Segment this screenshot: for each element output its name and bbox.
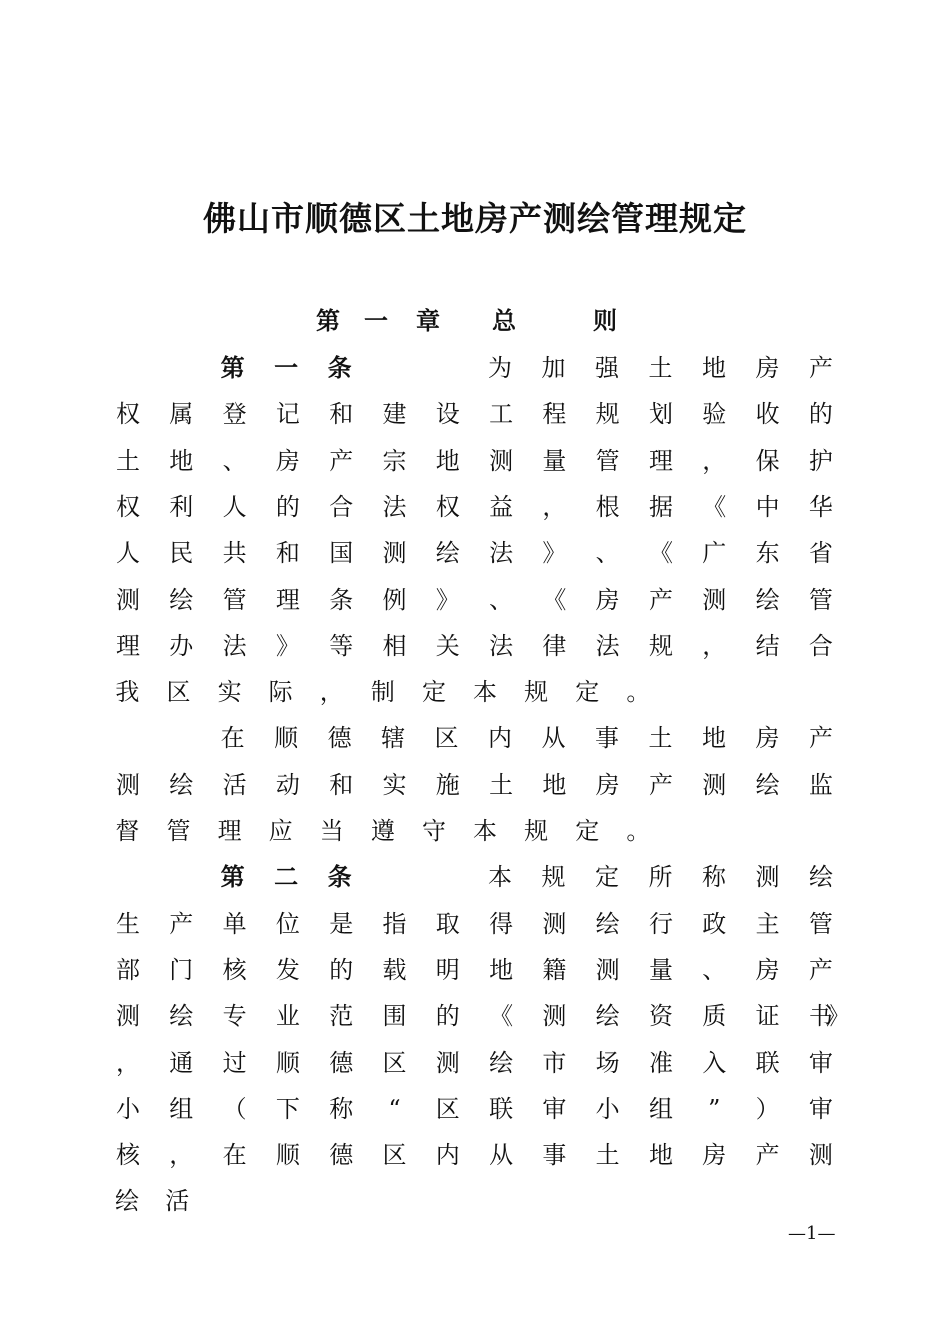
text-char: 场 — [595, 1048, 620, 1077]
text-char: 在 — [222, 1141, 247, 1170]
text-line — [115, 629, 834, 663]
text-char: 房 — [595, 770, 620, 799]
text-char: 守 — [421, 817, 446, 845]
text-char: 建 — [382, 400, 407, 429]
text-char: 本 — [473, 817, 498, 845]
text-char: 规 — [524, 678, 549, 707]
text-char: 取 — [435, 909, 460, 938]
text-char: 测 — [116, 1002, 140, 1031]
text-char: 是 — [329, 909, 354, 938]
text-char: 产 — [755, 1141, 780, 1170]
text-char: 从 — [489, 1141, 514, 1170]
text-char: 土 — [648, 354, 673, 382]
text-line — [115, 814, 677, 848]
text-char: 联 — [489, 1094, 514, 1123]
text-char: 理 — [116, 631, 140, 660]
text-char: 德 — [327, 724, 352, 753]
text-char: 理 — [648, 446, 673, 475]
text-char: 管 — [808, 585, 833, 614]
text-line — [115, 1138, 834, 1172]
text-char: 。 — [626, 678, 651, 707]
text-char: 制 — [370, 678, 395, 707]
text-char: 应 — [268, 817, 293, 845]
text-char: 测 — [542, 909, 567, 938]
chapter-number-char-2: 一 — [364, 307, 388, 335]
text-char: 绘 — [169, 585, 194, 614]
text-char: 法 — [382, 492, 407, 521]
text-char: 房 — [755, 724, 780, 753]
text-char: 绘 — [595, 1002, 620, 1031]
text-char: 组 — [648, 1094, 673, 1123]
text-char: 产 — [329, 446, 354, 475]
text-char: 法 — [489, 539, 514, 568]
text-char: 审 — [808, 1048, 833, 1077]
text-char: 门 — [169, 955, 194, 984]
text-char: 设 — [435, 400, 460, 429]
text-char: 二 — [274, 862, 299, 892]
text-char: 《 — [542, 585, 567, 614]
text-char: 得 — [489, 909, 514, 938]
text-char: 的 — [435, 1002, 460, 1031]
text-char: 国 — [329, 539, 354, 568]
text-char: 和 — [329, 400, 354, 429]
text-char: 据 — [648, 492, 673, 521]
text-char: 小 — [116, 1094, 140, 1123]
text-char: 书 — [808, 1002, 833, 1031]
text-char: 定 — [575, 678, 600, 707]
text-line — [220, 721, 834, 755]
text-char: 加 — [541, 354, 566, 382]
text-char: 的 — [275, 492, 300, 521]
text-char: 下 — [275, 1094, 300, 1123]
text-char: 过 — [222, 1048, 247, 1077]
text-line — [115, 953, 834, 987]
text-char: 条 — [329, 585, 354, 614]
text-char: 核 — [116, 1141, 140, 1170]
text-line — [115, 675, 677, 709]
text-char: 工 — [489, 400, 514, 429]
text-line — [115, 999, 834, 1033]
text-char: 从 — [541, 724, 566, 753]
text-char: 的 — [329, 955, 354, 984]
text-char: 辖 — [381, 724, 406, 753]
text-char: 实 — [382, 770, 407, 799]
text-line — [115, 444, 834, 478]
text-char: 东 — [755, 539, 780, 568]
text-char: 地 — [701, 354, 726, 382]
text-char: 德 — [329, 1141, 354, 1170]
text-char: 程 — [542, 400, 567, 429]
text-char: 主 — [755, 909, 780, 938]
text-char: 区 — [166, 678, 191, 707]
text-char: 区 — [434, 724, 459, 753]
text-char: 结 — [755, 631, 780, 660]
text-char: ， — [702, 631, 727, 660]
text-char: 权 — [116, 400, 140, 429]
text-char: 本 — [488, 863, 513, 892]
text-char: 顺 — [275, 1048, 300, 1077]
text-char: 动 — [275, 770, 300, 799]
text-char: 产 — [648, 770, 673, 799]
text-char: 法 — [489, 631, 514, 660]
text-char: ， — [702, 446, 727, 475]
text-char: 称 — [701, 863, 726, 892]
text-char: 称 — [329, 1094, 354, 1123]
text-line — [115, 1092, 834, 1126]
text-char: 本 — [473, 678, 498, 707]
text-char: 土 — [648, 724, 673, 753]
text-char: 行 — [648, 909, 673, 938]
text-char: 政 — [702, 909, 727, 938]
text-char: 测 — [489, 446, 514, 475]
text-char: 绘 — [755, 585, 780, 614]
text-char: 绘 — [489, 1048, 514, 1077]
text-char: 属 — [169, 400, 194, 429]
text-char: 《 — [489, 1002, 514, 1031]
text-char: 合 — [329, 492, 354, 521]
text-char: 绘 — [435, 539, 460, 568]
text-char: 活 — [165, 1187, 190, 1216]
text-char: 地 — [701, 724, 726, 753]
text-char: 省 — [808, 539, 833, 568]
text-char: 测 — [116, 770, 140, 799]
text-char: 条 — [327, 353, 352, 382]
text-char: 小 — [595, 1094, 620, 1123]
text-char: 入 — [702, 1048, 727, 1077]
text-line — [115, 768, 834, 802]
text-char: 。 — [626, 817, 651, 845]
text-char: 施 — [435, 770, 460, 799]
text-char: 产 — [808, 354, 833, 382]
text-char: 共 — [222, 539, 247, 568]
text-char: 等 — [329, 631, 354, 660]
text-char: 规 — [524, 817, 549, 845]
text-char: 督 — [115, 817, 140, 845]
text-char: 事 — [542, 1141, 567, 1170]
text-char: 、 — [489, 585, 514, 614]
text-char: 管 — [222, 585, 247, 614]
text-char: 审 — [808, 1094, 833, 1123]
text-char: 单 — [222, 909, 247, 938]
text-char: 理 — [275, 585, 300, 614]
text-char: 和 — [329, 770, 354, 799]
text-char: 核 — [222, 955, 247, 984]
text-char: 法 — [595, 631, 620, 660]
text-char: 绘 — [169, 1002, 194, 1031]
text-char: 、 — [222, 446, 247, 475]
text-char: 生 — [116, 909, 140, 938]
text-char: 测 — [595, 955, 620, 984]
text-char: 发 — [275, 955, 300, 984]
text-char: 《 — [648, 539, 673, 568]
text-char: ） — [755, 1094, 780, 1123]
text-char: 土 — [489, 770, 514, 799]
text-char: 权 — [116, 492, 140, 521]
text-char: 房 — [275, 446, 300, 475]
text-char: 地 — [169, 446, 194, 475]
text-char: 测 — [808, 1141, 833, 1170]
text-char: 理 — [217, 817, 242, 845]
text-char: 产 — [169, 909, 194, 938]
text-char: 第 — [220, 862, 245, 892]
text-char: 收 — [755, 400, 780, 429]
text-char: 权 — [435, 492, 460, 521]
text-char: 管 — [595, 446, 620, 475]
text-char: 第 — [220, 353, 245, 382]
text-char: 证 — [755, 1002, 780, 1031]
text-char: 土 — [595, 1141, 620, 1170]
text-char: ， — [169, 1141, 194, 1170]
text-char: 房 — [702, 1141, 727, 1170]
text-char: 记 — [275, 400, 300, 429]
text-char: 联 — [755, 1048, 780, 1077]
text-char: 绘 — [115, 1187, 139, 1216]
text-char: 人 — [116, 539, 140, 568]
text-char: 测 — [435, 1048, 460, 1077]
text-char: 地 — [489, 955, 514, 984]
text-char: 规 — [541, 863, 566, 892]
text-line — [115, 907, 834, 941]
text-line — [115, 1184, 206, 1218]
text-char: 的 — [808, 400, 833, 429]
text-line — [115, 536, 834, 570]
text-char: 明 — [435, 955, 460, 984]
text-char: 定 — [595, 863, 619, 892]
text-char: 绘 — [169, 770, 194, 799]
text-char: 、 — [595, 539, 620, 568]
text-line — [115, 397, 834, 431]
text-line — [220, 860, 834, 894]
text-char: 划 — [648, 400, 673, 429]
text-char: 顺 — [275, 1141, 300, 1170]
text-char: ， — [116, 1048, 140, 1077]
text-char: 审 — [542, 1094, 567, 1123]
text-line — [220, 351, 834, 385]
text-char: 实 — [217, 678, 242, 707]
text-char: 监 — [808, 770, 833, 799]
text-char: 测 — [702, 585, 727, 614]
chapter-number-char-1: 第 — [316, 307, 340, 335]
chapter-number-char-3: 章 — [416, 307, 440, 335]
text-char: 中 — [755, 492, 780, 521]
text-char: 定 — [575, 817, 600, 845]
text-char: 范 — [329, 1002, 354, 1031]
text-char: 管 — [808, 909, 833, 938]
text-char: 房 — [755, 955, 780, 984]
text-char: 规 — [648, 631, 673, 660]
text-char: 规 — [595, 400, 620, 429]
text-char: 绘 — [595, 909, 620, 938]
text-char: 专 — [222, 1002, 247, 1031]
text-char: ” — [708, 1094, 721, 1123]
text-char: 当 — [319, 817, 344, 845]
text-char: 民 — [169, 539, 194, 568]
chapter-name-char-1: 总 — [492, 307, 516, 335]
text-char: 组 — [169, 1094, 194, 1123]
text-char: 广 — [702, 539, 727, 568]
text-char: 、 — [702, 955, 727, 984]
text-char: 资 — [648, 1002, 673, 1031]
text-char: 产 — [808, 724, 833, 753]
text-char: 我 — [115, 678, 140, 707]
text-char: 定 — [421, 678, 446, 707]
text-char: 准 — [648, 1048, 673, 1077]
text-char: 绘 — [755, 770, 780, 799]
text-char: 登 — [222, 400, 247, 429]
dangling-punctuation: 》 — [826, 1002, 850, 1031]
text-char: 市 — [542, 1048, 567, 1077]
text-char: 区 — [435, 1094, 460, 1123]
text-char: 人 — [222, 492, 247, 521]
text-char: 和 — [275, 539, 300, 568]
text-char: 内 — [435, 1141, 460, 1170]
text-char: 载 — [382, 955, 407, 984]
text-char: 强 — [595, 354, 619, 382]
text-char: 地 — [648, 1141, 673, 1170]
page-number: —1— — [788, 1223, 836, 1244]
text-char: 质 — [702, 1002, 727, 1031]
text-char: 法 — [222, 631, 247, 660]
text-char: 量 — [542, 446, 567, 475]
text-char: 房 — [595, 585, 620, 614]
text-char: 顺 — [274, 724, 299, 753]
text-char: 例 — [382, 585, 407, 614]
text-char: 为 — [488, 354, 513, 382]
text-line — [115, 1046, 834, 1080]
text-char: （ — [222, 1094, 247, 1123]
text-char: 房 — [755, 354, 780, 382]
text-char: 位 — [275, 909, 300, 938]
text-char: 地 — [542, 770, 567, 799]
text-char: 测 — [116, 585, 140, 614]
text-char: 测 — [702, 770, 727, 799]
text-char: 护 — [808, 446, 833, 475]
chapter-name-char-2: 则 — [593, 307, 617, 335]
text-char: 产 — [648, 585, 673, 614]
text-char: 《 — [702, 492, 727, 521]
text-char: 根 — [595, 492, 620, 521]
text-char: 所 — [648, 863, 673, 892]
text-char: 相 — [382, 631, 407, 660]
text-char: 验 — [702, 400, 727, 429]
text-char: 一 — [274, 353, 299, 382]
text-char: 宗 — [382, 446, 407, 475]
text-line — [115, 490, 834, 524]
text-char: ， — [542, 492, 567, 521]
text-char: 合 — [808, 631, 833, 660]
text-char: 绘 — [808, 863, 833, 892]
text-char: 条 — [327, 862, 352, 892]
text-char: 测 — [755, 863, 780, 892]
text-char: 办 — [169, 631, 194, 660]
text-char: ， — [319, 678, 344, 707]
text-char: 遵 — [370, 817, 395, 845]
document-title: 佛山市顺德区土地房产测绘管理规定 — [203, 199, 747, 238]
text-char: 产 — [808, 955, 833, 984]
text-char: 益 — [489, 492, 514, 521]
text-char: 围 — [382, 1002, 407, 1031]
text-char: 指 — [382, 909, 407, 938]
text-char: 量 — [648, 955, 673, 984]
text-char: 测 — [542, 1002, 567, 1031]
text-char: 内 — [488, 724, 513, 753]
text-char: 》 — [542, 539, 567, 568]
text-line — [115, 583, 834, 617]
text-char: 际 — [268, 678, 293, 707]
text-char: “ — [388, 1094, 401, 1123]
text-char: 利 — [169, 492, 194, 521]
text-char: 在 — [220, 724, 245, 753]
text-char: 律 — [542, 631, 567, 660]
text-char: 保 — [755, 446, 780, 475]
text-char: 土 — [116, 446, 140, 475]
text-char: 地 — [435, 446, 460, 475]
text-char: 通 — [169, 1048, 194, 1077]
text-char: 》 — [275, 631, 300, 660]
text-char: 业 — [275, 1002, 300, 1031]
text-char: 》 — [435, 585, 460, 614]
text-char: 测 — [382, 539, 407, 568]
text-char: 关 — [435, 631, 460, 660]
text-char: 籍 — [542, 955, 567, 984]
text-char: 区 — [382, 1141, 407, 1170]
text-char: 事 — [595, 724, 619, 753]
text-char: 华 — [808, 492, 833, 521]
text-char: 区 — [382, 1048, 407, 1077]
text-char: 德 — [329, 1048, 354, 1077]
text-char: 活 — [222, 770, 247, 799]
text-char: 部 — [116, 955, 140, 984]
text-char: 管 — [166, 817, 191, 845]
